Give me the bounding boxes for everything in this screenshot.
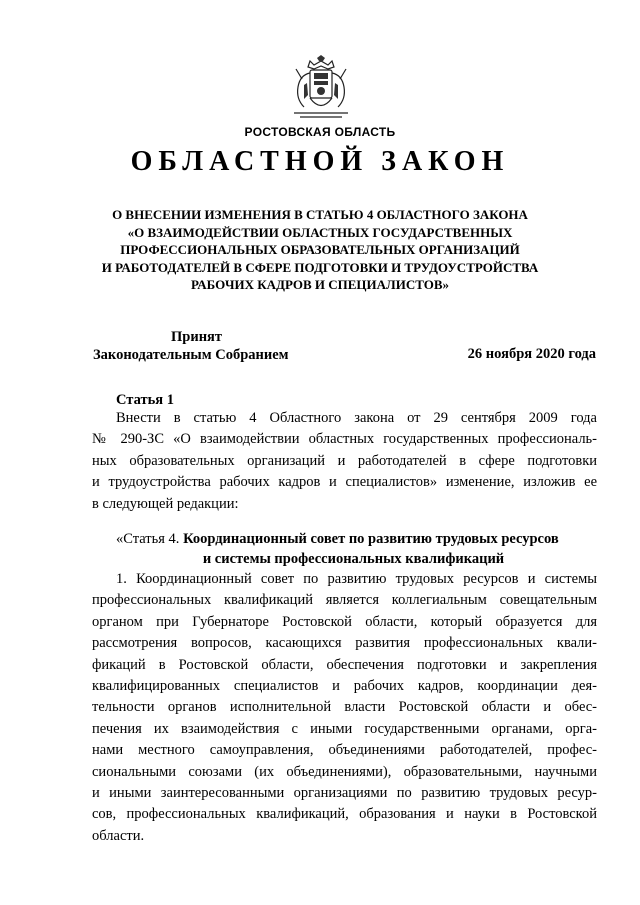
article-4-title-line1: Координационный совет по развитию трудовых ресурсов xyxy=(183,531,559,547)
text-line: области. xyxy=(92,827,145,844)
subject-line: ПРОФЕССИОНАЛЬНЫХ ОБРАЗОВАТЕЛЬНЫХ ОРГАНИЗАЦИЙ xyxy=(120,242,520,257)
adopted-label: Принят xyxy=(171,329,223,345)
subject-line: И РАБОТОДАТЕЛЕЙ В СФЕРЕ ПОДГОТОВКИ И ТРУДОУСТРОЙСТВА xyxy=(101,259,539,275)
text-line: рассмотрения вопросов, касающихся развития профессиональных квали- xyxy=(92,635,597,652)
text-line: сиональными союзами (их объединениями), образовательными, научными xyxy=(92,763,597,780)
article-4-title-line2: и системы профессиональных квалификаций xyxy=(202,551,505,567)
text-line: квалифицированных специалистов и рабочих кадров, координации дея- xyxy=(92,677,597,694)
text-line: № 290-ЗС «О взаимодействии областных государственных профессиональ- xyxy=(92,431,597,448)
article-4-prefix: «Статья 4. xyxy=(116,531,180,547)
subject-line: «О ВЗАИМОДЕЙСТВИИ ОБЛАСТНЫХ ГОСУДАРСТВЕННЫХ xyxy=(127,224,513,240)
text-line: ных образовательных организаций и работодателей в сфере подготовки xyxy=(92,452,597,469)
adoption-authority xyxy=(93,328,289,364)
article-1-heading: Статья 1 xyxy=(116,392,174,408)
text-line: тельности органов исполнительной власти Ростовской области и обес- xyxy=(92,699,597,716)
region-name: РОСТОВСКАЯ ОБЛАСТЬ xyxy=(244,125,396,139)
text-line: фикаций в Ростовской области, обеспечения подготовки и закрепления xyxy=(92,656,597,673)
text-line: Внести в статью 4 Областного закона от 29 сентября 2009 года xyxy=(116,410,597,426)
article-1-text xyxy=(92,408,597,515)
law-subject-title xyxy=(80,206,560,294)
subject-line: РАБОЧИХ КАДРОВ И СПЕЦИАЛИСТОВ» xyxy=(190,277,450,292)
text-line: и трудоустройства рабочих кадров и специалистов» изменение, изложив ее xyxy=(92,474,597,491)
text-line: нами местного самоуправления, объединениями работодателей, профес- xyxy=(92,742,597,759)
text-line: печения их взаимодействия с иными государственными органами, орга- xyxy=(92,720,597,737)
adopting-body: Законодательным Собранием xyxy=(93,347,289,363)
text-line: органом при Губернаторе Ростовской области, который образуется для xyxy=(92,613,597,630)
coat-of-arms-icon xyxy=(290,55,352,121)
article-4-paragraph-1 xyxy=(92,569,597,847)
text-line: в следующей редакции: xyxy=(92,495,239,512)
document-type-title: ОБЛАСТНОЙ ЗАКОН xyxy=(130,146,510,177)
adoption-date: 26 ноября 2020 года xyxy=(467,346,596,362)
article-4-heading xyxy=(92,529,597,569)
text-line: 1. Координационный совет по развитию трудовых ресурсов и системы xyxy=(116,571,597,587)
subject-line: О ВНЕСЕНИИ ИЗМЕНЕНИЯ В СТАТЬЮ 4 ОБЛАСТНОГО ЗАКОНА xyxy=(112,207,528,222)
text-line: профессиональных квалификаций является коллегиальным совещательным xyxy=(92,592,597,609)
text-line: и иными заинтересованными организациями по развитию трудовых ресур- xyxy=(92,784,597,801)
text-line: сов, профессиональных квалификаций, образования и науки в Ростовской xyxy=(92,806,597,823)
